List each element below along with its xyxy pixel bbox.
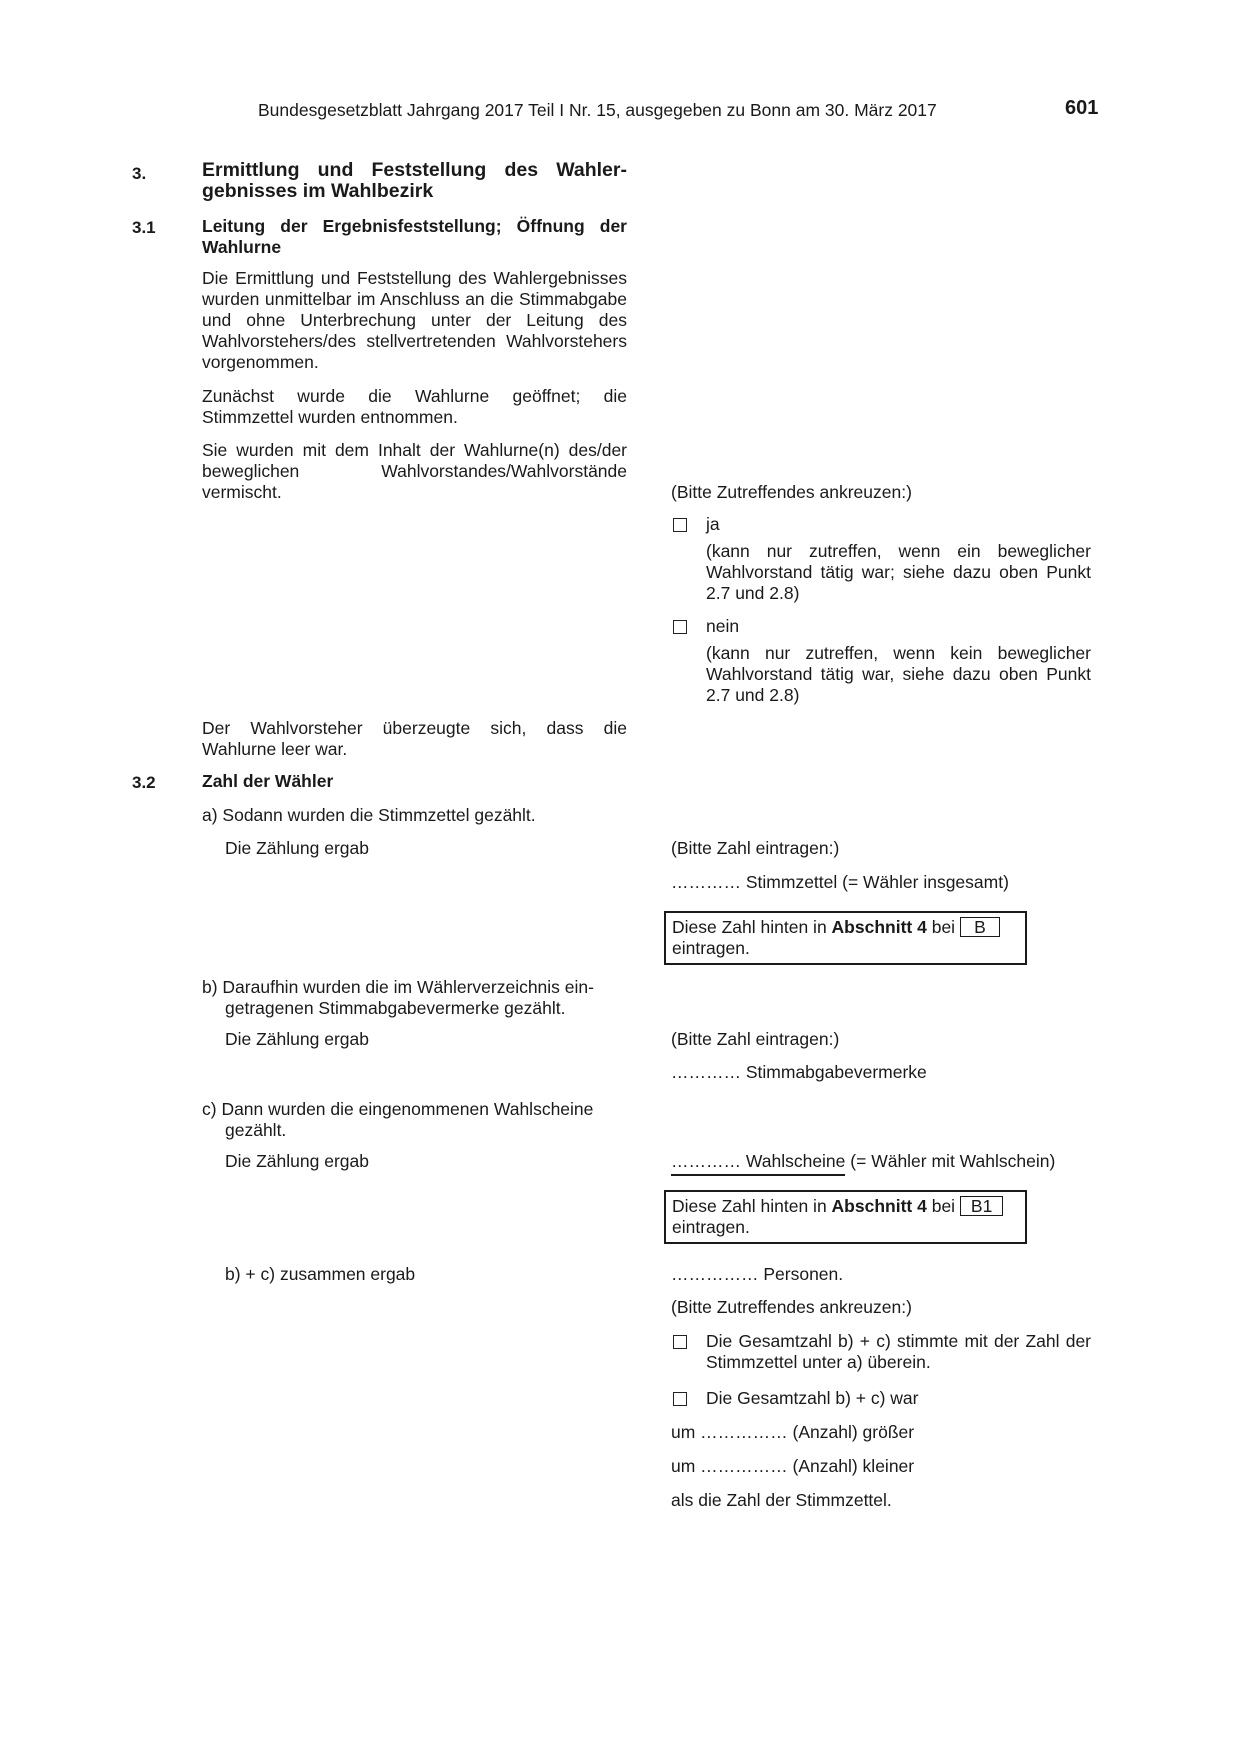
instruction-ankreuzen-1: (Bitte Zutreffendes ankreuzen:) [671, 482, 912, 502]
personen-field[interactable]: …………… Personen. [671, 1264, 844, 1284]
wahlscheine-line [671, 1151, 1055, 1172]
option-ja-note: (kann nur zutreffen, wenn ein beweglicher Wahlvorstand tätig war; siehe dazu oben Punkt 2.7 und 2.8) [706, 541, 1091, 603]
section-number-3-1: 3.1 [132, 218, 156, 237]
item-a-count: Die Zählung ergab [225, 838, 369, 858]
item-a-text: a) Sodann wurden die Stimmzettel gezählt. [202, 805, 536, 825]
checkbox-gesamtzahl-stimmte[interactable] [673, 1335, 687, 1349]
running-header: Bundesgesetzblatt Jahrgang 2017 Teil I Nr. 15, ausgegeben zu Bonn am 30. März 2017 [258, 100, 937, 120]
stimmzettel-field[interactable]: ………… Stimmzettel (= Wähler insgesamt) [671, 872, 1009, 892]
checkbox-gesamtzahl-war[interactable] [673, 1392, 687, 1406]
note-box-b1 [664, 1190, 1027, 1244]
closing-text: als die Zahl der Stimmzettel. [671, 1490, 892, 1510]
note-box-b-mid: bei [926, 917, 960, 937]
note-box-b1-pre: Diese Zahl hinten in [672, 1196, 832, 1216]
checkbox-ja[interactable] [673, 518, 687, 532]
note-box-b-post: eintragen. [672, 938, 750, 958]
note-box-b1-post: eintragen. [672, 1217, 750, 1237]
section-title-3-2: Zahl der Wähler [202, 771, 334, 791]
page-number: 601 [1065, 97, 1099, 119]
item-c-text-1: c) Dann wurden die eingenommenen Wahlscheine [202, 1099, 594, 1119]
stimmabgabevermerke-field[interactable]: ………… Stimmabgabevermerke [671, 1062, 927, 1082]
note-box-b-tag: B [960, 917, 1000, 937]
note-box-b-section: Abschnitt 4 [831, 917, 927, 937]
paragraph-wahlurne-geoeffnet: Zunächst wurde die Wahlurne geöffnet; die Stimmzettel wurden entnommen. [202, 386, 627, 427]
section-number-3: 3. [132, 164, 147, 183]
instruction-ankreuzen-2: (Bitte Zutreffendes ankreuzen:) [671, 1297, 912, 1317]
item-bc-text: b) + c) zusammen ergab [225, 1264, 416, 1284]
option-ja-label: ja [706, 514, 720, 534]
note-box-b1-tag: B1 [960, 1196, 1003, 1216]
anzahl-groesser-field[interactable]: um …………… (Anzahl) größer [671, 1422, 915, 1442]
paragraph-ermittlung: Die Ermittlung und Feststellung des Wahlergebnisses wurden unmittelbar im Anschluss an die Stimmabgabe und ohne Unterbrechung unter der Leitung des Wahlvorstehers/des stellvertretenden Wahlvorstehers vorgenommen. [202, 268, 627, 372]
item-c-count: Die Zählung ergab [225, 1151, 369, 1171]
section-number-3-2: 3.2 [132, 773, 156, 792]
note-box-b1-section: Abschnitt 4 [831, 1196, 927, 1216]
section-title-3-1: Leitung der Ergebnisfeststellung; Öffnung der Wahlurne [202, 216, 627, 257]
note-box-b [664, 911, 1027, 965]
section-title-3: Ermittlung und Feststellung des Wahlergebnisses im Wahlbezirk [202, 159, 627, 202]
note-box-b1-mid: bei [926, 1196, 960, 1216]
option-gesamtzahl-stimmte: Die Gesamtzahl b) + c) stimmte mit der Zahl der Stimmzettel unter a) überein. [706, 1331, 1091, 1372]
item-b-text-2: getragenen Stimmabgabevermerke gezählt. [225, 998, 566, 1018]
paragraph-vermischt: Sie wurden mit dem Inhalt der Wahlurne(n) des/der beweglichen Wahlvorstandes/Wahlvorstände vermischt. [202, 440, 627, 502]
anzahl-kleiner-field[interactable]: um …………… (Anzahl) kleiner [671, 1456, 915, 1476]
item-c-text-2: gezählt. [225, 1120, 287, 1140]
instruction-zahl-a: (Bitte Zahl eintragen:) [671, 838, 840, 858]
option-nein-note: (kann nur zutreffen, wenn kein beweglicher Wahlvorstand tätig war, siehe dazu oben Punkt 2.7 und 2.8) [706, 643, 1091, 705]
item-b-text-1: b) Daraufhin wurden die im Wählerverzeichnis ein- [202, 977, 594, 997]
wahlscheine-note: (= Wähler mit Wahlschein) [850, 1151, 1056, 1171]
checkbox-nein[interactable] [673, 620, 687, 634]
wahlscheine-field[interactable]: ………… Wahlscheine [671, 1151, 845, 1176]
option-gesamtzahl-war: Die Gesamtzahl b) + c) war [706, 1388, 919, 1408]
note-box-b-pre: Diese Zahl hinten in [672, 917, 832, 937]
item-b-count: Die Zählung ergab [225, 1029, 369, 1049]
paragraph-urne-leer: Der Wahlvorsteher überzeugte sich, dass die Wahlurne leer war. [202, 718, 627, 759]
option-nein-label: nein [706, 616, 740, 636]
instruction-zahl-b: (Bitte Zahl eintragen:) [671, 1029, 840, 1049]
